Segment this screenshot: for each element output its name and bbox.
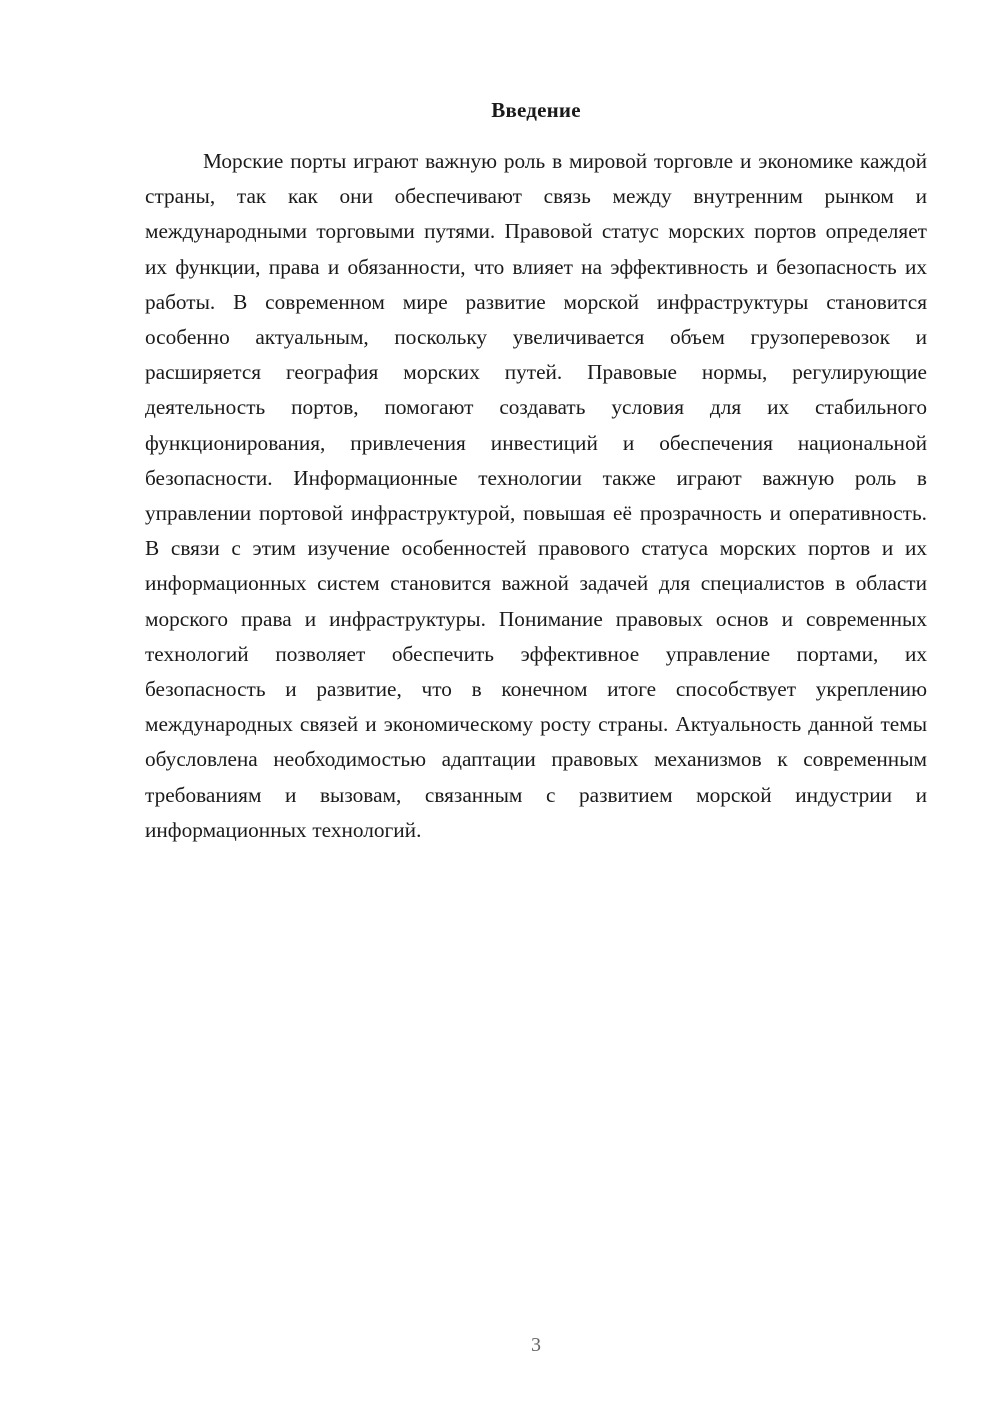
section-heading: Введение xyxy=(491,98,581,122)
page-number: 3 xyxy=(531,1334,541,1356)
body-paragraph: Морские порты играют важную роль в мировой торговле и экономике каждой страны, так как они обеспечивают связь между внутренним рынком и международными торговыми путями. Правовой статус морских портов определяет их функции, права и обязанности, что влияет на эффективность и безопасность их работы. В современном мире развитие морской инфраструктуры становится особенно актуальным, поскольку увеличивается объем грузоперевозок и расширяется география морских путей. Правовые нормы, регулирующие деятельность портов, помогают создавать условия для их стабильного функционирования, привлечения инвестиций и обеспечения национальной безопасности. Информационные технологии также играют важную роль в управлении портовой инфраструктурой, повышая её прозрачность и оперативность. В связи с этим изучение особенностей правового статуса морских портов и их информационных систем становится важной задачей для специалистов в области морского права и инфраструктуры. Понимание правовых основ и современных технологий позволяет обеспечить эффективное управление портами, их безопасность и развитие, что в конечном итоге способствует укреплению международных связей и экономическому росту страны. Актуальность данной темы обусловлена необходимостью адаптации правовых механизмов к современным требованиям и вызовам, связанным с развитием морской индустрии и информационных технологий. xyxy=(145,149,927,842)
